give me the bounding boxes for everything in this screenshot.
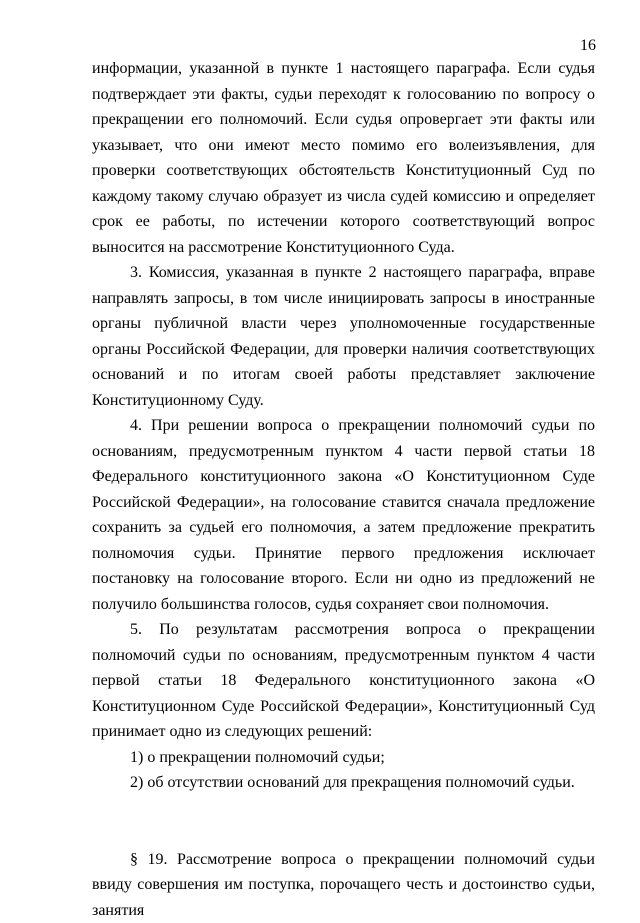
section-spacer xyxy=(92,796,595,822)
paragraph-item-4: 4. При решении вопроса о прекращении полномочий судьи по основаниям, предусмотренным пунктом 4 части первой статьи 18 Федерального конституционного закона «О Конституционном Суде Российской Федерации», на голосование ставится сначала предложение сохранить за судьей его полномочия, а затем предложение прекратить полномочия судьи. Принятие первого предложения исключает постановку на голосование второго. Если ни одно из предложений не получило большинства голосов, судья сохраняет свои полномочия. xyxy=(92,413,595,617)
page-number: 16 xyxy=(580,36,596,56)
paragraph-item-5: 5. По результатам рассмотрения вопроса о прекращении полномочий судьи по основаниям, предусмотренным пунктом 4 части первой статьи 18 Федерального конституционного закона «О Конституционном Суде Российской Федерации», Конституционный Суд принимает одно из следующих решений: xyxy=(92,617,595,745)
section-spacer xyxy=(92,821,595,847)
document-body xyxy=(92,56,595,923)
decision-option-2: 2) об отсутствии оснований для прекращения полномочий судьи. xyxy=(92,770,595,796)
section-heading-19: § 19. Рассмотрение вопроса о прекращении полномочий судьи ввиду совершения им поступка, порочащего честь и достоинство судьи, занятия xyxy=(92,847,595,923)
paragraph-continuation: информации, указанной в пункте 1 настоящего параграфа. Если судья подтверждает эти факты, судьи переходят к голосованию по вопросу о прекращении его полномочий. Если судья опровергает эти факты или указывает, что они имеют место помимо его волеизъявления, для проверки соответствующих обстоятельств Конституционный Суд по каждому такому случаю образует из числа судей комиссию и определяет срок ее работы, по истечении которого соответствующий вопрос выносится на рассмотрение Конституционного Суда. xyxy=(92,56,595,260)
paragraph-item-3: 3. Комиссия, указанная в пункте 2 настоящего параграфа, вправе направлять запросы, в том числе инициировать запросы в иностранные органы публичной власти через уполномоченные государственные органы Российской Федерации, для проверки наличия соответствующих оснований и по итогам своей работы представляет заключение Конституционному Суду. xyxy=(92,260,595,413)
decision-option-1: 1) о прекращении полномочий судьи; xyxy=(92,745,595,771)
